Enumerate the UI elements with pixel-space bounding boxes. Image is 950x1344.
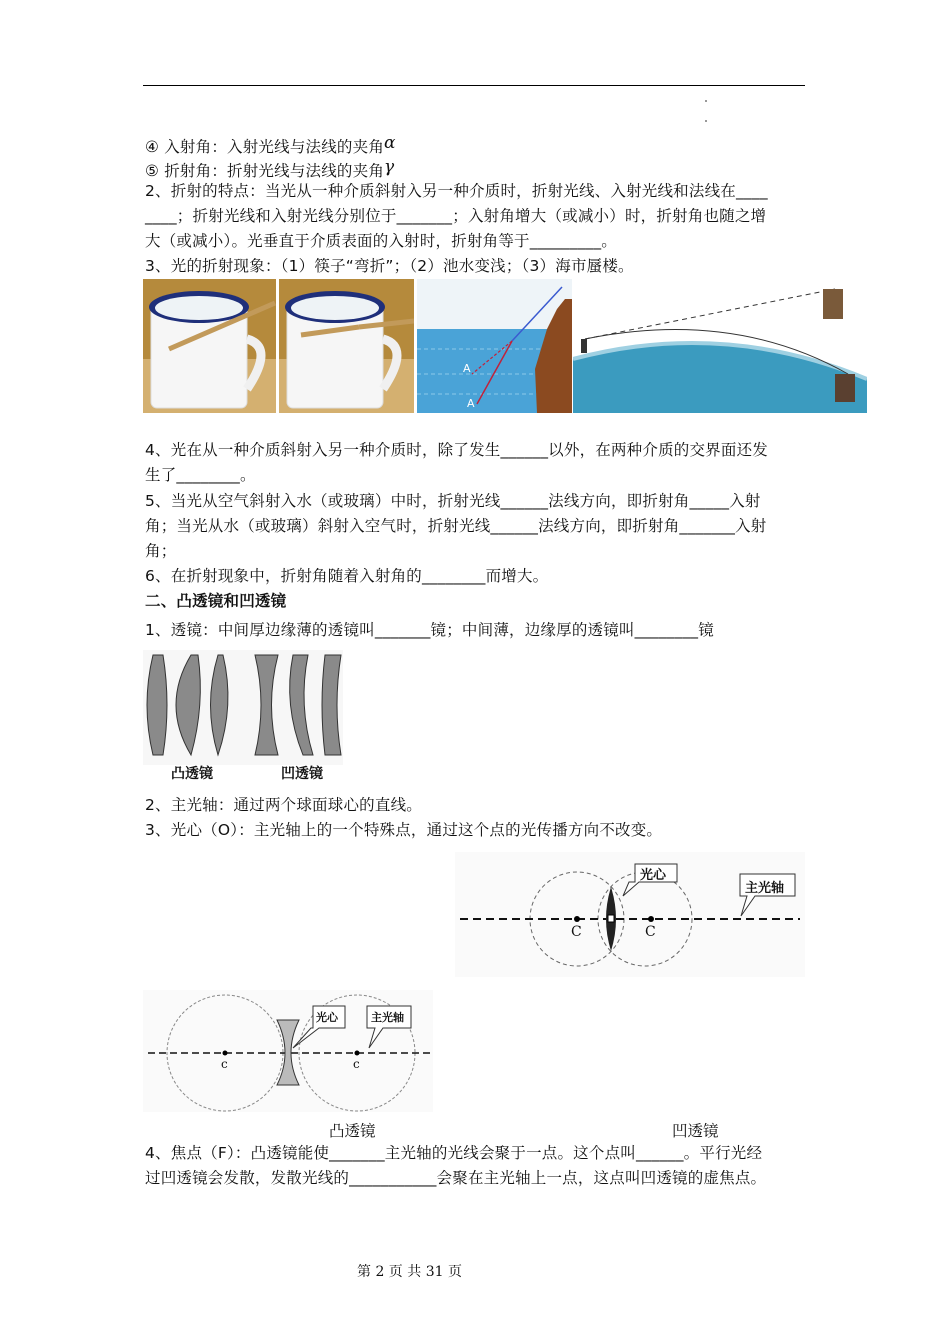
concave-principal-axis-diagram bbox=[143, 990, 433, 1112]
paragraph-4-line1: 4、光在从一种介质斜射入另一种介质时，除了发生______以外，在两种介质的交界面还发 bbox=[145, 441, 768, 459]
concave-principal-axis-label: 主光轴 bbox=[371, 1011, 404, 1024]
center-c-right: C bbox=[645, 924, 656, 940]
optical-center-label: 光心 bbox=[640, 868, 667, 883]
convex-lens-label: 凸透镜 bbox=[171, 766, 213, 782]
pool-refraction-image bbox=[417, 279, 572, 413]
cup-photo-2 bbox=[279, 279, 414, 413]
page-mark bbox=[705, 100, 707, 102]
item-refraction-angle: ⑤ 折射角：折射光线与法线的夹角 bbox=[145, 162, 385, 180]
mirage-image bbox=[573, 279, 867, 413]
question-3: 3、光心（O）：主光轴上的一个特殊点，通过这个点的光传播方向不改变。 bbox=[145, 821, 663, 839]
concave-optical-center-label: 光心 bbox=[316, 1011, 338, 1024]
paragraph-3: 3、光的折射现象：（1）筷子“弯折”；（2）池水变浅；（3）海市蜃楼。 bbox=[145, 257, 634, 275]
question-2: 2、主光轴：通过两个球面球心的直线。 bbox=[145, 796, 422, 814]
cup-photo-1 bbox=[143, 279, 276, 413]
paragraph-2-line1: 2、折射的特点：当光从一种介质斜射入另一种介质时，折射光线、入射光线和法线在____ bbox=[145, 182, 768, 200]
svg-text:A: A bbox=[463, 362, 471, 375]
section-heading: 二、凸透镜和凹透镜 bbox=[145, 592, 287, 610]
paragraph-2-line2: ____；折射光线和入射光线分别位于_______；入射角增大（或减小）时，折射角也随之增 bbox=[145, 207, 767, 225]
header-rule bbox=[143, 85, 805, 86]
paragraph-5-line2: 角；当光从水（或玻璃）斜射入空气时，折射光线______法线方向，即折射角_______入射 bbox=[145, 517, 767, 535]
concave-c-left: c bbox=[221, 1057, 228, 1071]
lens-shapes-figure bbox=[143, 650, 343, 785]
center-c-left: C bbox=[571, 924, 582, 940]
principal-axis-label: 主光轴 bbox=[745, 881, 785, 896]
concave-caption: 凹透镜 bbox=[672, 1122, 719, 1140]
paragraph-2-line3: 大（或减小）。光垂直于介质表面的入射时，折射角等于_________。 bbox=[145, 232, 618, 250]
paragraph-5-line1: 5、当光从空气斜射入水（或玻璃）中时，折射光线______法线方向，即折射角_____入射 bbox=[145, 492, 761, 510]
page-mark bbox=[705, 120, 707, 122]
svg-text:A: A bbox=[467, 397, 475, 410]
gamma-symbol: γ bbox=[384, 157, 395, 177]
alpha-symbol: α bbox=[384, 133, 396, 153]
question-4-line2: 过凹透镜会发散，发散光线的___________会聚在主光轴上一点，这点叫凹透镜的虚焦点。 bbox=[145, 1169, 767, 1187]
item-incidence-angle: ④ 入射角：入射光线与法线的夹角 bbox=[145, 138, 385, 156]
concave-lens-label: 凹透镜 bbox=[281, 766, 323, 782]
convex-principal-axis-diagram bbox=[455, 852, 805, 977]
text-line bbox=[145, 133, 396, 157]
concave-c-right: c bbox=[353, 1057, 360, 1071]
question-1: 1、透镜：中间厚边缘薄的透镜叫_______镜；中间薄，边缘厚的透镜叫________镜 bbox=[145, 621, 714, 639]
paragraph-6: 6、在折射现象中，折射角随着入射角的________而增大。 bbox=[145, 567, 549, 585]
paragraph-5-line3: 角； bbox=[145, 542, 177, 560]
question-4-line1: 4、焦点（F）：凸透镜能使_______主光轴的光线会聚于一点。这个点叫______。平行光经 bbox=[145, 1144, 763, 1162]
convex-caption: 凸透镜 bbox=[329, 1122, 376, 1140]
page-number: 第 2 页 共 31 页 bbox=[357, 1264, 462, 1280]
text-line bbox=[145, 157, 394, 181]
paragraph-4-line2: 生了________。 bbox=[145, 466, 256, 484]
